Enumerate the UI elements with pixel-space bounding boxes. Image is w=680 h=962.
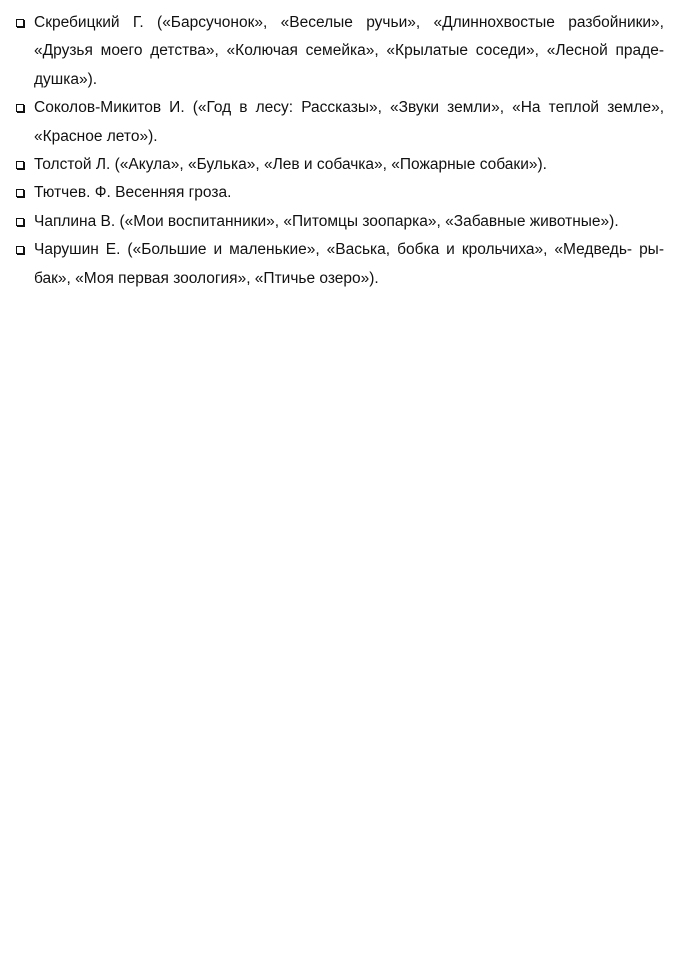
bibliography-item-text: Толстой Л. («Акула», «Булька», «Лев и собачка», «Пожарные собаки»).	[34, 156, 547, 174]
bibliography-item-skrebitsky	[16, 9, 664, 94]
bibliography-item-text: Соколов-Микитов И. («Год в лесу: Рассказы», «Звуки земли», «На теплой земле», «Красное лето»).	[34, 99, 664, 145]
bibliography-item-text: Тютчев. Ф. Весенняя гроза.	[34, 184, 232, 202]
square-bullet-icon	[16, 19, 24, 27]
bibliography-item-tyutchev	[16, 179, 664, 207]
square-bullet-icon	[16, 104, 24, 112]
square-bullet-icon	[16, 246, 24, 254]
bibliography-item-chaplina	[16, 208, 664, 236]
bibliography-item-text: Чарушин Е. («Большие и маленькие», «Васька, бобка и крольчиха», «Медведь- ры-бак», «Моя первая зоология», «Птичье озеро»).	[34, 241, 664, 287]
square-bullet-icon	[16, 218, 24, 226]
bibliography-item-sokolov-mikitov	[16, 94, 664, 151]
bibliography-item-charushin	[16, 236, 664, 293]
bibliography-item-text: Чаплина В. («Мои воспитанники», «Питомцы зоопарка», «Забавные животные»).	[34, 212, 619, 230]
bibliography-item-tolstoy	[16, 151, 664, 179]
square-bullet-icon	[16, 161, 24, 169]
bibliography-item-text: Скребицкий Г. («Барсучонок», «Веселые ручьи», «Длиннохвостые разбойники», «Друзья моего детства», «Колючая семейка», «Крылатые соседи», «Лесной праде-душка»).	[34, 14, 664, 88]
square-bullet-icon	[16, 189, 24, 197]
bibliography-list	[16, 9, 664, 293]
